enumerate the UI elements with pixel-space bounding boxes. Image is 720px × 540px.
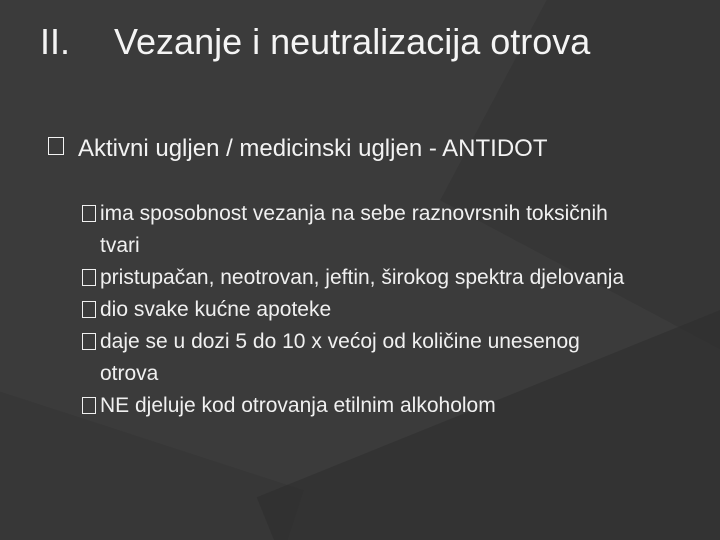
slide-title [40, 18, 680, 65]
bullet-square-icon [82, 269, 96, 286]
bullet-square-icon [82, 205, 96, 222]
title-number: II. [40, 21, 71, 62]
bullet-square-icon [48, 137, 64, 155]
sub-bullet [82, 326, 642, 390]
sub-bullet-text: pristupačan, neotrovan, jeftin, širokog spektra djelovanja [100, 266, 625, 289]
sub-bullet-text: ima sposobnost vezanja na sebe raznovrsnih toksičnih tvari [100, 202, 608, 257]
sub-bullet-text: dio svake kućne apoteke [100, 298, 332, 321]
title-text: Vezanje i neutralizacija otrova [114, 21, 591, 62]
sub-bullet [82, 390, 642, 422]
bullet-square-icon [82, 397, 96, 414]
sub-bullet-text: daje se u dozi 5 do 10 x većoj od količine unesenog otrova [100, 330, 580, 385]
bullet-square-icon [82, 301, 96, 318]
sub-bullet [82, 198, 642, 262]
main-bullet-text: Aktivni ugljen / medicinski ugljen - ANTIDOT [78, 135, 548, 162]
sub-bullet [82, 262, 642, 294]
main-bullet [48, 134, 668, 164]
sub-bullet [82, 294, 642, 326]
bullet-square-icon [82, 333, 96, 350]
sub-bullet-list [82, 198, 642, 422]
sub-bullet-text: NE djeluje kod otrovanja etilnim alkoholom [100, 394, 496, 417]
